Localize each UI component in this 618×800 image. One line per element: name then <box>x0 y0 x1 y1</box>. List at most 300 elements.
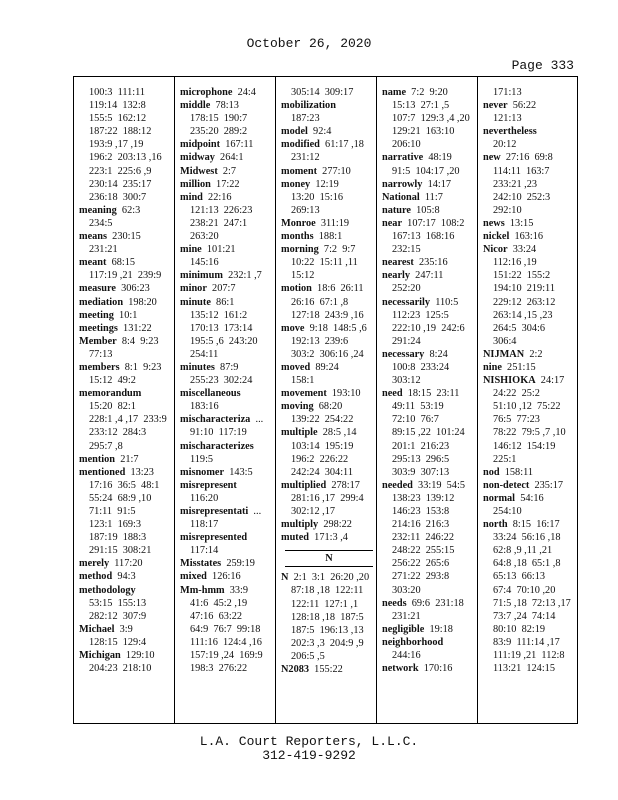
index-term: non-detect <box>483 479 530 491</box>
page-line-refs: 100:3 111:11 <box>89 87 146 98</box>
index-entry <box>180 151 276 164</box>
page-line-refs: 170:16 <box>418 663 453 675</box>
page-line-refs: 10:22 15:11 ,11 <box>291 257 358 269</box>
page-line-refs: 26:16 67:1 ,8 <box>291 296 349 308</box>
index-column <box>382 86 478 718</box>
index-entry <box>79 453 175 466</box>
index-term: moment <box>281 165 318 177</box>
index-entry <box>483 348 579 361</box>
page-line-refs: 71:11 91:5 <box>89 506 136 517</box>
page-line-refs: 15:20 82:1 <box>89 401 136 413</box>
index-term: measure <box>79 283 116 295</box>
index-column <box>180 86 276 718</box>
page-line-refs: 251:15 <box>501 361 536 373</box>
page-line-refs: 254:10 <box>493 506 522 517</box>
page-line-refs: 111:16 124:4 ,16 <box>190 636 262 648</box>
index-entry <box>281 531 377 544</box>
page-line-refs: 242:10 252:3 <box>493 191 551 203</box>
page-line-refs: 121:13 226:23 <box>190 204 253 216</box>
index-term: minutes <box>180 361 215 373</box>
page-line-refs: 61:17 ,18 <box>319 139 364 151</box>
index-entry <box>382 636 478 649</box>
page-line-refs: 302:12 ,17 <box>291 506 336 517</box>
page-line-refs: 235:20 289:2 <box>190 126 248 138</box>
page-line-refs: 48:19 <box>423 152 452 164</box>
index-term: nearly <box>382 270 411 282</box>
page-line-refs: 247:11 <box>410 270 444 282</box>
page-line-refs: 263:14 ,15 ,23 <box>493 309 553 321</box>
page-line-refs: 231:21 <box>89 244 118 256</box>
page-line-refs: 129:21 163:10 <box>392 126 455 138</box>
index-entry <box>180 86 276 99</box>
index-entry <box>483 479 579 492</box>
index-entry <box>382 348 478 361</box>
index-entry <box>180 296 276 309</box>
page-line-refs: 27:16 69:8 <box>500 152 553 164</box>
page-line-refs: 91:10 117:19 <box>190 427 247 439</box>
page-line-refs: 33:24 <box>507 244 537 256</box>
index-entry <box>180 138 276 151</box>
index-term: Michigan <box>79 650 121 662</box>
page-line-refs: 13:20 15:16 <box>291 191 344 203</box>
index-entry <box>382 662 478 675</box>
page-line-refs: 303:9 307:13 <box>392 466 450 478</box>
index-term: moving <box>281 401 314 413</box>
index-term: misrepresent <box>180 479 237 491</box>
page-line-refs: 127:18 243:9 ,16 <box>291 309 364 321</box>
index-term: money <box>281 178 311 190</box>
index-term: mention <box>79 453 116 465</box>
page-line-refs: 231:12 <box>291 152 320 164</box>
page-line-refs: 123:1 169:3 <box>89 519 142 531</box>
index-term: nevertheless <box>483 126 537 138</box>
index-entry <box>180 570 276 583</box>
index-entry <box>180 479 276 492</box>
page-line-refs: 9:18 148:5 ,6 <box>304 322 367 334</box>
page-line-refs: 244:16 <box>392 650 421 662</box>
index-term: mine <box>180 244 202 256</box>
page-line-refs: 13:15 <box>504 217 534 229</box>
page-line-refs: 228:1 ,4 ,17 233:9 <box>89 414 167 426</box>
page-line-refs: 111:19 ,21 112:8 <box>493 650 565 662</box>
page-line-refs: 129:10 <box>120 650 155 662</box>
page-line-refs: 24:22 25:2 <box>493 388 540 400</box>
page-line-refs: 259:19 <box>221 558 255 570</box>
page-line-refs: 255:23 302:24 <box>190 375 253 387</box>
index-term: months <box>281 231 314 243</box>
page-line-refs: 117:19 ,21 239:9 <box>89 270 162 282</box>
page-line-refs: 139:22 254:22 <box>291 414 354 426</box>
index-term: Mm-hmm <box>180 584 225 596</box>
page-line-refs: 158:1 <box>291 375 315 387</box>
page-line-refs: 281:16 ,17 299:4 <box>291 492 364 504</box>
index-entry <box>79 309 175 322</box>
page-line-refs: 17:16 36:5 48:1 <box>89 479 160 491</box>
index-entry <box>79 335 175 348</box>
index-entry <box>382 256 478 269</box>
index-entry <box>180 165 276 178</box>
page-line-refs: 131:22 <box>117 322 152 334</box>
page-line-refs: 89:24 <box>310 361 339 373</box>
page-line-refs: 110:5 <box>430 296 459 308</box>
index-entry <box>382 479 478 492</box>
index-entry <box>79 387 175 400</box>
index-term: mischaracteriza <box>180 414 251 426</box>
index-entry <box>281 322 377 335</box>
page-line-refs: 196:2 203:13 ,16 <box>89 152 162 164</box>
page-line-refs: 171:13 <box>493 87 522 98</box>
page-line-refs: 306:4 <box>493 335 517 347</box>
index-entry <box>281 282 377 295</box>
page-line-refs: 187:23 <box>291 113 320 125</box>
index-entry <box>79 361 175 374</box>
index-entry <box>281 178 377 191</box>
index-entry <box>281 138 377 151</box>
page-line-refs: 55:24 68:9 ,10 <box>89 492 152 504</box>
index-term: NISHIOKA <box>483 375 536 387</box>
index-entry <box>382 597 478 610</box>
index-entry <box>180 557 276 570</box>
index-entry <box>382 296 478 309</box>
page-line-refs: 202:3 ,3 204:9 ,9 <box>291 637 364 649</box>
index-term: meant <box>79 257 107 269</box>
index-term: microphone <box>180 87 233 98</box>
index-term: multiple <box>281 427 318 439</box>
page-line-refs: 235:16 <box>413 257 448 269</box>
page-line-refs: 277:10 <box>317 165 351 177</box>
index-entry <box>180 531 276 544</box>
page-line-refs: 145:16 <box>190 257 219 269</box>
page-line-refs: 271:22 293:8 <box>392 571 450 583</box>
page-line-refs: 2:2 <box>524 348 543 360</box>
index-entry <box>483 374 579 387</box>
index-entry <box>281 387 377 400</box>
page-line-refs: 10:1 <box>113 309 138 321</box>
index-entry <box>79 282 175 295</box>
page-line-refs: 158:11 <box>499 466 533 478</box>
index-entry <box>79 557 175 570</box>
index-entry <box>180 584 276 597</box>
page-line-refs: 17:22 <box>210 178 240 190</box>
page-line-refs: 311:19 <box>315 217 350 229</box>
page-line-refs: 187:22 188:12 <box>89 126 152 138</box>
page-line-refs: 167:13 168:16 <box>392 231 455 243</box>
footer-phone: 312-419-9292 <box>262 748 356 763</box>
page-line-refs: 170:13 173:14 <box>190 322 253 334</box>
index-term: midpoint <box>180 139 221 151</box>
index-entry <box>281 518 377 531</box>
page-line-refs: 146:12 154:19 <box>493 440 556 452</box>
index-term: narrowly <box>382 178 423 190</box>
index-term: meaning <box>79 204 117 216</box>
page-line-refs: 234:5 <box>89 217 113 229</box>
page-line-refs: 41:6 45:2 ,19 <box>190 597 248 609</box>
index-term: memorandum <box>79 388 142 400</box>
index-term: N <box>281 572 289 584</box>
page-line-refs: 195:5 ,6 243:20 <box>190 335 258 347</box>
index-term: nearest <box>382 257 414 269</box>
index-term: movement <box>281 388 327 400</box>
page-line-refs: 8:24 <box>424 348 448 360</box>
index-term: midway <box>180 152 215 164</box>
index-term: merely <box>79 558 110 570</box>
index-entry <box>180 440 276 453</box>
index-term: Michael <box>79 623 115 635</box>
page-line-refs: 53:15 155:13 <box>89 597 147 609</box>
index-term: necessary <box>382 348 425 360</box>
page-line-refs: 196:2 226:22 <box>291 453 349 465</box>
index-entry <box>180 269 276 282</box>
index-term: mischaracterizes <box>180 440 254 452</box>
index-term: nickel <box>483 231 510 243</box>
page-number: Page 333 <box>511 58 574 73</box>
index-term: network <box>382 663 419 675</box>
index-term: motion <box>281 283 312 295</box>
page-line-refs: 187:19 188:3 <box>89 532 147 544</box>
page-line-refs: 8:4 9:23 <box>116 335 159 347</box>
index-entry <box>79 570 175 583</box>
index-term: neighborhood <box>382 636 444 648</box>
page-line-refs: 167:11 <box>220 139 254 151</box>
index-entry <box>483 125 579 138</box>
index-term: nod <box>483 466 500 478</box>
index-term: minor <box>180 283 207 295</box>
index-term: minimum <box>180 270 223 282</box>
index-entry <box>382 151 478 164</box>
index-term: Member <box>79 335 117 347</box>
index-term: mind <box>180 191 203 203</box>
page-line-refs: 223:1 225:6 ,9 <box>89 165 152 177</box>
index-entry <box>483 361 579 374</box>
index-term: misrepresentati <box>180 506 249 517</box>
index-entry <box>281 400 377 413</box>
page-line-refs: ... <box>248 506 262 517</box>
page-line-refs: 238:21 247:1 <box>190 217 248 229</box>
index-entry <box>79 296 175 309</box>
index-term: NIJMAN <box>483 348 525 360</box>
page-line-refs: 33:24 56:16 ,18 <box>493 532 561 544</box>
page-line-refs: 18:15 23:11 <box>402 388 460 400</box>
letter-heading: N <box>325 553 333 565</box>
page-line-refs: 207:7 <box>206 283 236 295</box>
index-term: Monroe <box>281 217 316 229</box>
page-line-refs: 94:3 <box>112 571 136 583</box>
page-line-refs: 62:3 <box>116 204 141 216</box>
index-entry <box>483 217 579 230</box>
page-line-refs: 306:23 <box>115 283 150 295</box>
page-line-refs: 206:5 ,5 <box>291 650 325 662</box>
page-line-refs: 72:10 76:7 <box>392 414 439 426</box>
index-term: news <box>483 217 505 229</box>
page-line-refs: 47:16 63:22 <box>190 610 243 622</box>
index-entry <box>483 466 579 479</box>
page-line-refs: 65:13 66:13 <box>493 571 546 583</box>
index-entry <box>382 387 478 400</box>
page-line-refs: 33:19 54:5 <box>412 479 465 491</box>
page-line-refs: 264:5 304:6 <box>493 322 546 334</box>
page-line-refs: 68:15 <box>106 257 136 269</box>
index-entry <box>281 99 377 112</box>
page-line-refs: 22:16 <box>202 191 232 203</box>
page-line-refs: 87:18 ,18 122:11 <box>291 585 364 597</box>
page-line-refs: 117:14 <box>190 545 219 557</box>
page-line-refs: 64:8 ,18 65:1 ,8 <box>493 558 561 570</box>
index-term: modified <box>281 139 320 151</box>
page-line-refs: 193:10 <box>326 388 361 400</box>
page-line-refs: 15:12 49:2 <box>89 375 136 387</box>
index-term: need <box>382 388 403 400</box>
index-entry <box>281 243 377 256</box>
page-line-refs: 163:16 <box>509 231 544 243</box>
page-line-refs: 33:9 <box>224 584 249 596</box>
index-entry <box>180 466 276 479</box>
index-term: meetings <box>79 322 118 334</box>
page-line-refs: 69:6 231:18 <box>406 597 464 609</box>
page-line-refs: 298:22 <box>318 519 352 531</box>
index-entry <box>382 204 478 217</box>
page-line-refs: 112:16 ,19 <box>493 257 537 269</box>
footer-company: L.A. Court Reporters, L.L.C. <box>199 734 419 749</box>
page-line-refs: 73:7 ,24 74:14 <box>493 610 556 622</box>
index-entry <box>281 217 377 230</box>
page-line-refs: 49:11 53:19 <box>392 401 444 413</box>
page-line-refs: 254:11 <box>190 348 219 360</box>
page-line-refs: 295:7 ,8 <box>89 440 123 452</box>
index-entry <box>382 178 478 191</box>
page-line-refs: 119:5 <box>190 453 214 465</box>
index-entry <box>180 282 276 295</box>
index-entry <box>281 426 377 439</box>
page-line-refs: 8:15 16:17 <box>507 519 560 531</box>
page-line-refs: 222:10 ,19 242:6 <box>392 322 465 334</box>
page-line-refs: 126:16 <box>206 571 241 583</box>
page-line-refs: 206:10 <box>392 139 421 151</box>
index-term: model <box>281 126 308 138</box>
page-line-refs: 92:4 <box>307 126 332 138</box>
page-line-refs: 8:1 9:23 <box>119 361 162 373</box>
page-line-refs: 7:2 9:20 <box>406 87 448 98</box>
page-line-refs: 305:14 309:17 <box>291 87 354 98</box>
page-line-refs: 236:18 300:7 <box>89 191 147 203</box>
page-line-refs: 146:23 153:8 <box>392 506 450 517</box>
index-entry <box>483 230 579 243</box>
index-entry <box>382 217 478 230</box>
page-line-refs: 11:7 <box>419 191 443 203</box>
page-line-refs: 198:20 <box>123 296 157 308</box>
page-line-refs: 107:17 108:2 <box>402 217 465 229</box>
page-line-refs: 54:16 <box>515 492 544 504</box>
page-line-refs: 230:15 <box>107 231 141 243</box>
page-line-refs: 107:7 129:3 ,4 ,20 <box>392 113 470 125</box>
page-line-refs: 56:22 <box>507 100 537 112</box>
page-line-refs: 303:12 <box>392 375 421 387</box>
index-entry <box>180 387 276 400</box>
page-line-refs: 233:21 ,23 <box>493 178 538 190</box>
page-line-refs: 157:19 ,24 169:9 <box>190 650 263 662</box>
page-line-refs: 295:13 296:5 <box>392 453 450 465</box>
page-line-refs: 103:14 195:19 <box>291 440 354 452</box>
page-line-refs: 178:15 190:7 <box>190 113 248 125</box>
index-term: morning <box>281 244 319 256</box>
page-line-refs: 248:22 255:15 <box>392 545 455 557</box>
index-entry <box>180 413 276 426</box>
page-line-refs: 282:12 307:9 <box>89 610 147 622</box>
page-line-refs: 78:22 79:5 ,7 ,10 <box>493 427 566 439</box>
page-line-refs: 77:13 <box>89 348 113 360</box>
index-term: normal <box>483 492 516 504</box>
index-term: N2083 <box>281 664 310 676</box>
index-term: minute <box>180 296 211 308</box>
page-line-refs: 252:20 <box>392 283 421 295</box>
letter-section-header <box>285 550 373 567</box>
page-line-refs: 194:10 219:11 <box>493 283 555 295</box>
index-term: north <box>483 519 508 531</box>
page-line-refs: 15:12 <box>291 270 315 282</box>
page-line-refs: 100:8 233:24 <box>392 361 450 373</box>
index-entry <box>180 243 276 256</box>
page-line-refs: 193:9 ,17 ,19 <box>89 139 144 151</box>
page-line-refs: 13:23 <box>125 466 154 478</box>
page-line-refs: 19:18 <box>424 623 453 635</box>
index-term: nature <box>382 204 411 216</box>
page-line-refs: 214:16 216:3 <box>392 519 450 531</box>
page-line-refs: 143:5 <box>224 466 253 478</box>
page-line-refs: 78:13 <box>210 100 239 112</box>
index-term: multiplied <box>281 479 327 491</box>
index-entry <box>382 623 478 636</box>
index-term: means <box>79 231 108 243</box>
page-line-refs: 122:11 127:1 ,1 <box>291 598 359 610</box>
page-line-refs: 232:11 246:22 <box>392 532 454 544</box>
page-line-refs: 113:21 124:15 <box>493 663 555 675</box>
index-term: multiply <box>281 519 319 531</box>
page-line-refs: 67:4 70:10 ,20 <box>493 584 556 596</box>
index-frame <box>73 76 578 724</box>
page-line-refs: 105:8 <box>411 204 440 216</box>
page-line-refs: 62:8 ,9 ,11 ,21 <box>493 545 553 557</box>
index-entry <box>79 204 175 217</box>
index-entry <box>79 322 175 335</box>
page-line-refs: 76:5 77:23 <box>493 414 540 426</box>
index-term: muted <box>281 532 310 544</box>
page-line-refs: 2:1 3:1 26:20 ,20 <box>288 572 370 584</box>
page-line-refs: 235:17 <box>529 479 564 491</box>
index-entry <box>79 256 175 269</box>
page-line-refs: 51:10 ,12 75:22 <box>493 401 561 413</box>
page-line-refs: 232:1 ,7 <box>222 270 262 282</box>
page-line-refs: 20:12 <box>493 139 517 151</box>
index-term: middle <box>180 100 211 112</box>
page-line-refs: 91:5 104:17 ,20 <box>392 165 460 177</box>
index-entry <box>281 125 377 138</box>
page-line-refs: 232:15 <box>392 244 421 256</box>
page-line-refs: 28:5 ,14 <box>317 427 357 439</box>
page-line-refs: 86:1 <box>210 296 235 308</box>
index-term: never <box>483 100 508 112</box>
index-entry <box>382 86 478 99</box>
page-line-refs: 64:9 76:7 99:18 <box>190 623 261 635</box>
index-term: nine <box>483 361 502 373</box>
index-entry <box>281 230 377 243</box>
header-date: October 26, 2020 <box>246 36 372 51</box>
page-line-refs: 117:20 <box>109 558 143 570</box>
page-line-refs: 291:15 308:21 <box>89 545 152 557</box>
page-line-refs: 231:21 <box>392 610 421 622</box>
index-term: meeting <box>79 309 114 321</box>
page-line-refs: 201:1 216:23 <box>392 440 450 452</box>
page-line-refs: 225:1 <box>493 453 517 465</box>
page-line-refs: 264:1 <box>214 152 244 164</box>
